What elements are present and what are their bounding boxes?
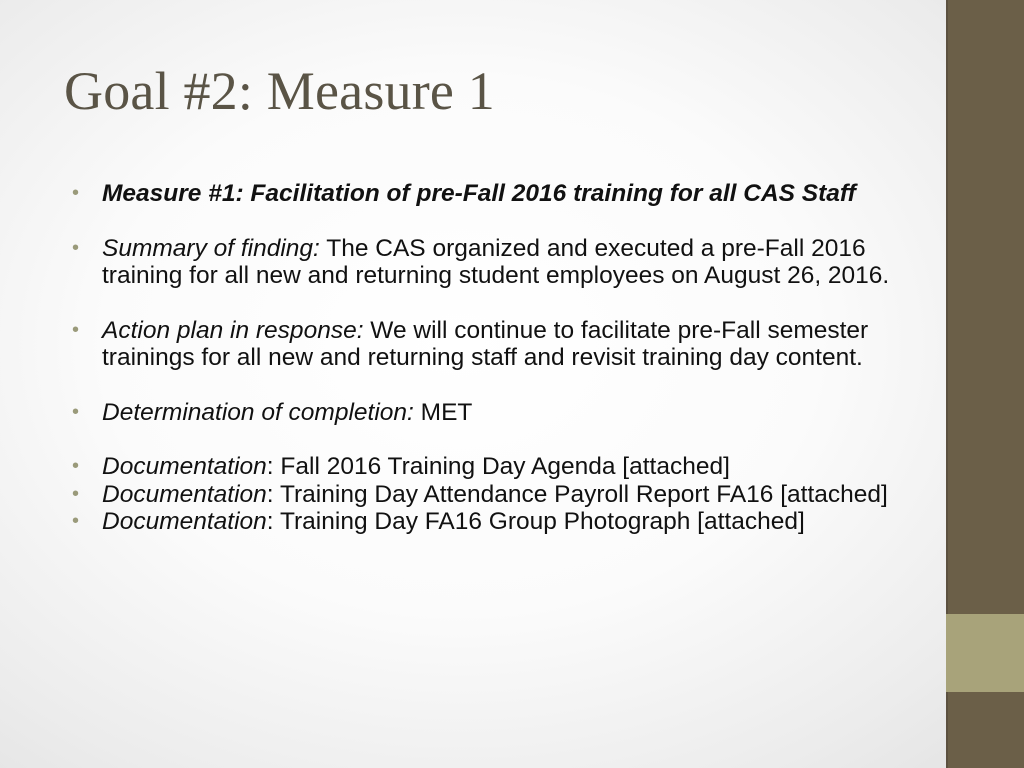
- bullet-documentation-photo: [72, 508, 892, 536]
- slide-title: Goal #2: Measure 1: [64, 61, 495, 121]
- documentation-text: : Training Day Attendance Payroll Report FA16 [attached]: [266, 480, 888, 508]
- determination-text: MET: [413, 398, 473, 426]
- bullet-dot: •: [72, 482, 80, 505]
- side-bar-accent-block: [946, 614, 1024, 692]
- measure-heading: Measure #1: Facilitation of pre-Fall 2016 training for all CAS Staff: [102, 180, 856, 207]
- documentation-text: : Fall 2016 Training Day Agenda [attached]: [266, 453, 730, 480]
- action-plan-label: Action plan in response:: [102, 316, 364, 344]
- bullet-measure: [72, 180, 892, 208]
- documentation-label: Documentation: [102, 508, 267, 535]
- bullet-dot: •: [72, 318, 80, 341]
- bullet-summary: [72, 235, 892, 290]
- bullet-documentation-agenda: [72, 453, 892, 481]
- bullet-dot: •: [72, 182, 80, 204]
- documentation-label: Documentation: [102, 480, 267, 508]
- decorative-side-bar: [946, 0, 1024, 768]
- slide-body: [72, 180, 892, 536]
- bullet-dot: •: [72, 236, 80, 259]
- documentation-label: Documentation: [102, 453, 267, 480]
- bullet-determination: [72, 399, 892, 427]
- action-plan-text: We will continue to facilitate pre-Fall semester trainings for all new and returning staff and revisit training day content.: [102, 316, 869, 371]
- bullet-documentation-payroll: [72, 481, 892, 509]
- bullet-action-plan: [72, 317, 892, 372]
- determination-label: Determination of completion:: [102, 398, 414, 426]
- summary-label: Summary of finding:: [102, 234, 320, 262]
- summary-text: The CAS organized and executed a pre-Fall 2016 training for all new and returning student employees on August 26, 2016.: [102, 234, 890, 289]
- bullet-dot: •: [72, 400, 80, 423]
- documentation-text: : Training Day FA16 Group Photograph [attached]: [266, 508, 805, 535]
- bullet-dot: •: [72, 510, 80, 532]
- bullet-dot: •: [72, 455, 80, 477]
